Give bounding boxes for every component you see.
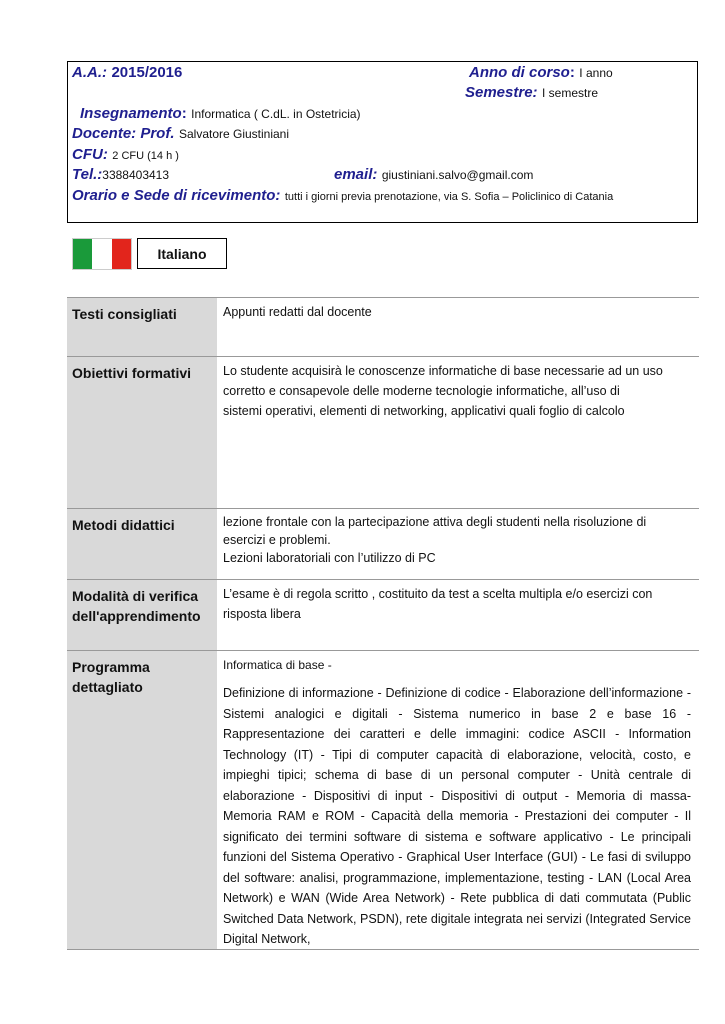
- obiettivi-line-1: Lo studente acquisirà le conoscenze informatiche di base necessarie ad un uso: [223, 364, 663, 378]
- insegnamento-line: [80, 105, 361, 123]
- flag-white-stripe: [92, 239, 111, 269]
- language-label: Italiano: [137, 238, 227, 269]
- tel-line: [72, 166, 169, 184]
- semestre-value: I semestre: [542, 86, 599, 100]
- programma-intro: Informatica di base -: [223, 658, 332, 672]
- orario-line: [72, 187, 613, 205]
- flag-red-stripe: [112, 239, 131, 269]
- cfu-label: CFU:: [72, 146, 108, 163]
- insegnamento-label: Insegnamento: [80, 105, 182, 122]
- email-line: [334, 166, 533, 184]
- modalita-head-line-1: Modalità di verifica: [72, 588, 199, 604]
- programma-head-line-2: dettagliato: [72, 679, 143, 695]
- aa-label: A.A.:: [72, 64, 107, 81]
- row-metodi-content: [217, 509, 699, 579]
- semestre-line: [465, 84, 598, 102]
- modalita-head-line-2: dell'apprendimento: [72, 608, 201, 624]
- row-testi: [67, 297, 699, 356]
- row-modalita-head: [67, 580, 217, 650]
- docente-line: [72, 125, 289, 143]
- aa-line: [72, 64, 182, 82]
- anno-label: Anno di corso: [469, 64, 570, 81]
- course-details-table: [67, 297, 699, 950]
- anno-value: I anno: [579, 66, 613, 80]
- docente-label: Docente: Prof.: [72, 125, 175, 142]
- row-metodi: [67, 508, 699, 579]
- flag-green-stripe: [73, 239, 92, 269]
- row-programma: [67, 650, 699, 950]
- aa-value: 2015/2016: [111, 64, 183, 81]
- row-testi-content: Appunti redatti dal docente: [223, 305, 372, 319]
- docente-value: Salvatore Giustiniani: [178, 127, 290, 141]
- semestre-label: Semestre:: [465, 84, 538, 101]
- obiettivi-line-3: sistemi operativi, elementi di networking, applicativi quali foglio di calcolo: [223, 404, 625, 418]
- metodi-line-1: lezione frontale con la partecipazione attiva degli studenti nella risoluzione di: [223, 515, 647, 529]
- course-info-box: [67, 61, 698, 223]
- cfu-line: [72, 146, 179, 164]
- anno-colon: :: [569, 64, 575, 81]
- insegnamento-value: Informatica ( C.dL. in Ostetricia): [191, 107, 361, 121]
- modalita-line-1: L’esame è di regola scritto , costituito da test a scelta multipla e/o esercizi con: [223, 587, 653, 601]
- programma-head-line-1: Programma: [72, 659, 150, 675]
- anno-line: [469, 64, 613, 82]
- insegnamento-colon: :: [181, 105, 187, 122]
- orario-value: tutti i giorni previa prenotazione, via S. Sofia – Policlinico di Catania: [284, 191, 614, 203]
- italian-flag-icon: [72, 238, 132, 270]
- obiettivi-line-2: corretto e consapevole delle moderne tecnologie informatiche, all’uso di: [223, 384, 620, 398]
- row-programma-head: [67, 651, 217, 949]
- programma-body: Definizione di informazione - Definizione di codice - Elaborazione dell’informazione - Sistemi analogici e digitali - Sistema numerico in base 2 e base 16 - Rappresentazione dei caratteri e delle immagini: codice ASCII - Information Technology (IT) - Tipi di computer capacità di elaborazione, velocità, costo, e impieghi tipici; schema di base di un personal computer - Unità centrale di elaborazione - Dispositivi di input - Dispositivi di output - Memoria di massa- Memoria RAM e ROM - Capacità della memoria - Prestazioni dei computer - Il significato dei termini software di sistema e software applicativo - Le principali funzioni del Sistema Operativo - Graphical User Interface (GUI) - Le fasi di sviluppo del software: analisi, programmazione, implementazione, testing - LAN (Local Area Network) e WAN (Wide Area Network) - Rete pubblica di dati commutata (Public Switched Data Network, PSDN), rete digitale integrata nei servizi (Integrated Service Digital Network,: [223, 686, 691, 946]
- metodi-line-3: Lezioni laboratoriali con l’utilizzo di PC: [223, 551, 436, 565]
- tel-label: Tel.:: [72, 166, 103, 183]
- row-programma-content: [217, 651, 699, 949]
- orario-label: Orario e Sede di ricevimento:: [72, 187, 281, 204]
- tel-value: 3388403413: [102, 168, 170, 182]
- row-testi-head: Testi consigliati: [67, 298, 217, 356]
- row-modalita: [67, 579, 699, 650]
- email-label: email:: [334, 166, 378, 183]
- metodi-line-2: esercizi e problemi.: [223, 533, 331, 547]
- row-obiettivi: [67, 356, 699, 508]
- cfu-value: 2 CFU (14 h ): [112, 150, 179, 162]
- row-obiettivi-content: [217, 357, 699, 508]
- row-obiettivi-head: Obiettivi formativi: [67, 357, 217, 508]
- row-modalita-content: [217, 580, 699, 650]
- email-value: giustiniani.salvo@gmail.com: [381, 168, 534, 182]
- row-metodi-head: Metodi didattici: [67, 509, 217, 579]
- modalita-line-2: risposta libera: [223, 607, 301, 621]
